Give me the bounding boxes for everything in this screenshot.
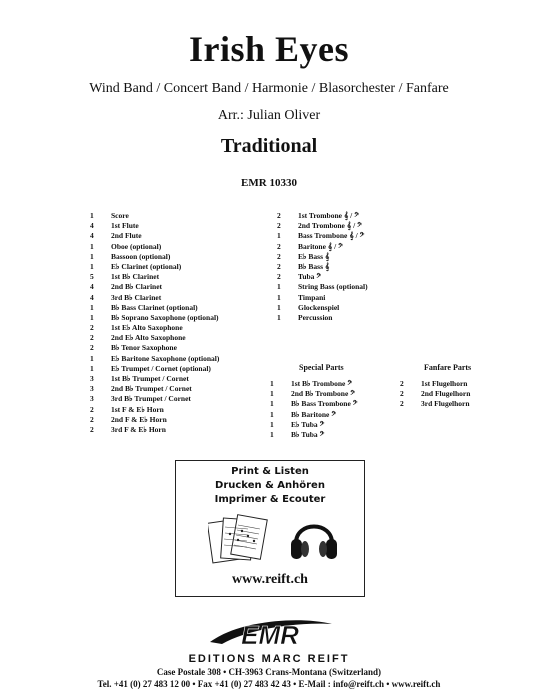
part-quantity: 1 <box>90 261 94 271</box>
instrument-name: 2nd F & E♭ Horn <box>111 414 167 424</box>
print-listen-box[interactable] <box>175 460 365 597</box>
instrument-name: 3rd B♭ Clarinet <box>111 292 162 302</box>
emr-logo-text: EMR <box>241 620 299 650</box>
part-quantity: 1 <box>90 363 94 373</box>
instrument-name: 2nd B♭ Trombone 𝄢 <box>291 389 356 399</box>
part-quantity: 4 <box>90 221 94 231</box>
part-quantity: 2 <box>90 404 94 414</box>
instrument-name: 1st F & E♭ Horn <box>111 404 164 414</box>
instrument-name: Oboe (optional) <box>111 241 162 251</box>
instrument-name: B♭ Bass Clarinet (optional) <box>111 302 198 312</box>
part-quantity: 1 <box>90 353 94 363</box>
instrument-name: 2nd Trombone 𝄞 / 𝄢 <box>298 221 362 231</box>
part-quantity: 2 <box>400 379 404 388</box>
part-quantity: 1 <box>90 312 94 322</box>
part-quantity: 1 <box>90 241 94 251</box>
part-quantity: 1 <box>270 389 274 399</box>
instrument-name: Bass Trombone 𝄞 / 𝄢 <box>298 231 365 241</box>
publisher-name: EDITIONS MARC REIFT <box>188 653 350 665</box>
arranger-credit: Arr.: Julian Oliver <box>217 108 321 123</box>
part-quantity: 2 <box>277 211 281 220</box>
part-quantity: 4 <box>90 292 94 302</box>
part-quantity: 1 <box>277 292 281 302</box>
part-quantity: 2 <box>400 399 404 409</box>
part-quantity: 2 <box>90 414 94 424</box>
promo-line-french: Imprimer & Ecouter <box>214 494 326 505</box>
instrument-name: Timpani <box>298 292 326 302</box>
composer-credit: Traditional <box>220 135 318 157</box>
instrument-name: E♭ Bass 𝄞 <box>298 251 330 261</box>
instrument-name: 1st B♭ Trumpet / Cornet <box>111 374 189 383</box>
catalog-number: EMR 10330 <box>241 177 297 189</box>
instrument-name: B♭ Bass 𝄞 <box>298 261 330 271</box>
instrument-name: Bassoon (optional) <box>111 251 171 261</box>
instrument-name: 3rd B♭ Trumpet / Cornet <box>111 394 191 404</box>
part-quantity: 1 <box>270 419 274 429</box>
part-quantity: 2 <box>277 251 281 261</box>
instrument-name: E♭ Clarinet (optional) <box>111 261 182 271</box>
ensemble-subtitle: Wind Band / Concert Band / Harmonie / Blasorchester / Fanfare <box>89 81 449 96</box>
part-quantity: 2 <box>400 389 404 399</box>
part-quantity: 2 <box>277 221 281 231</box>
publisher-address: Case Postale 308 • CH-3963 Crans-Montana (Switzerland) <box>156 667 382 677</box>
part-quantity: 1 <box>270 409 274 419</box>
instrument-name: B♭ Tenor Saxophone <box>111 343 177 353</box>
part-quantity: 1 <box>90 211 94 220</box>
instrument-name: 1st Flugelhorn <box>421 379 468 388</box>
promo-line-english: Print & Listen <box>231 466 309 477</box>
instrument-name: Baritone 𝄞 / 𝄢 <box>298 241 343 251</box>
part-quantity: 1 <box>277 282 281 292</box>
instrument-name: Percussion <box>298 312 333 322</box>
promo-line-german: Drucken & Anhören <box>215 480 325 491</box>
part-quantity: 4 <box>90 231 94 241</box>
instrument-name: Score <box>111 211 129 220</box>
instrument-name: E♭ Trumpet / Cornet (optional) <box>111 363 211 373</box>
instrument-name: Tuba 𝄢 <box>298 272 322 282</box>
part-quantity: 1 <box>277 302 281 312</box>
sheet-music-icon <box>208 513 268 565</box>
part-quantity: 3 <box>90 374 94 383</box>
instrument-name: 1st B♭ Trombone 𝄢 <box>291 379 353 388</box>
instrument-name: 2nd Flute <box>111 231 142 241</box>
fanfare-parts-heading: Fanfare Parts <box>424 363 472 372</box>
part-quantity: 2 <box>277 261 281 271</box>
part-quantity: 1 <box>90 251 94 261</box>
part-quantity: 4 <box>90 282 94 292</box>
part-quantity: 2 <box>90 323 94 333</box>
instrument-name: E♭ Tuba 𝄢 <box>291 419 325 429</box>
part-quantity: 2 <box>277 241 281 251</box>
part-quantity: 1 <box>270 429 274 439</box>
part-quantity: 1 <box>270 399 274 409</box>
instrument-name: B♭ Tuba 𝄢 <box>291 429 325 439</box>
instrument-name: E♭ Baritone Saxophone (optional) <box>111 353 220 363</box>
instrument-name: 2nd Flugelhorn <box>421 389 471 399</box>
instrument-name: 2nd B♭ Clarinet <box>111 282 163 292</box>
instrument-name: 1st Flute <box>111 221 139 231</box>
instrument-name: B♭ Bass Trombone 𝄢 <box>291 399 358 409</box>
instrument-name: 1st B♭ Clarinet <box>111 272 160 282</box>
instrument-name: 1st E♭ Alto Saxophone <box>111 323 183 333</box>
part-quantity: 1 <box>277 312 281 322</box>
part-quantity: 2 <box>277 272 281 282</box>
part-quantity: 1 <box>270 379 274 388</box>
instrument-name: 1st Trombone 𝄞 / 𝄢 <box>298 211 359 220</box>
part-quantity: 2 <box>90 333 94 343</box>
emr-logo <box>200 612 340 652</box>
piece-title: Irish Eyes <box>188 29 350 69</box>
instrument-name: 2nd E♭ Alto Saxophone <box>111 333 186 343</box>
part-quantity: 3 <box>90 384 94 394</box>
instrument-name: String Bass (optional) <box>298 282 368 292</box>
instrument-name: B♭ Soprano Saxophone (optional) <box>111 312 219 322</box>
part-quantity: 1 <box>90 302 94 312</box>
instrument-name: 3rd Flugelhorn <box>421 399 470 409</box>
instrument-name: Glockenspiel <box>298 302 340 312</box>
instrument-name: 2nd B♭ Trumpet / Cornet <box>111 384 192 394</box>
publisher-contact[interactable]: Tel. +41 (0) 27 483 12 00 • Fax +41 (0) 27 483 42 43 • E-Mail : info@reift.ch • www.reift.ch <box>97 679 441 689</box>
headphones-icon <box>288 511 340 565</box>
instrument-name: 3rd F & E♭ Horn <box>111 424 166 434</box>
instrument-name: B♭ Baritone 𝄢 <box>291 409 337 419</box>
part-quantity: 5 <box>90 272 94 282</box>
special-parts-heading: Special Parts <box>299 363 344 372</box>
part-quantity: 1 <box>277 231 281 241</box>
part-quantity: 2 <box>90 343 94 353</box>
part-quantity: 3 <box>90 394 94 404</box>
part-quantity: 2 <box>90 424 94 434</box>
website-link[interactable]: www.reift.ch <box>232 572 308 587</box>
